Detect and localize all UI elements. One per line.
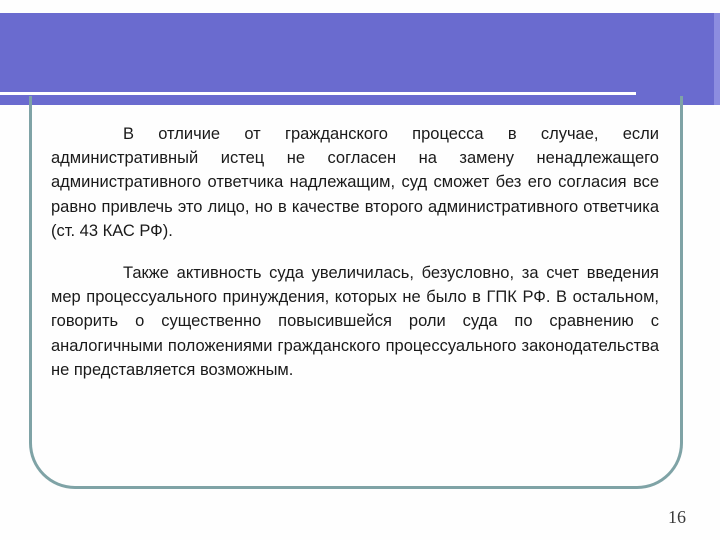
paragraph-2: Также активность суда увеличилась, безусловно, за счет введения мер процессуального принуждения, которых не было в ГПК РФ. В остальном, говорить о существенно повысившейся роли суда по сравнению с аналогичными положениями гражданского процессуального законодательства не представляется возможным. [51,264,659,379]
body-text [51,122,659,382]
paragraph-1: В отличие от гражданского процесса в случае, если административный истец не согласен на замену ненадлежащего административного ответчика надлежащим, суд сможет без его согласия все равно привлечь это лицо, но в качестве второго административного ответчика (ст. 43 КАС РФ). [51,125,659,240]
page-number: 16 [668,507,686,527]
title-bar-accent [714,13,720,105]
title-underline [0,92,636,95]
